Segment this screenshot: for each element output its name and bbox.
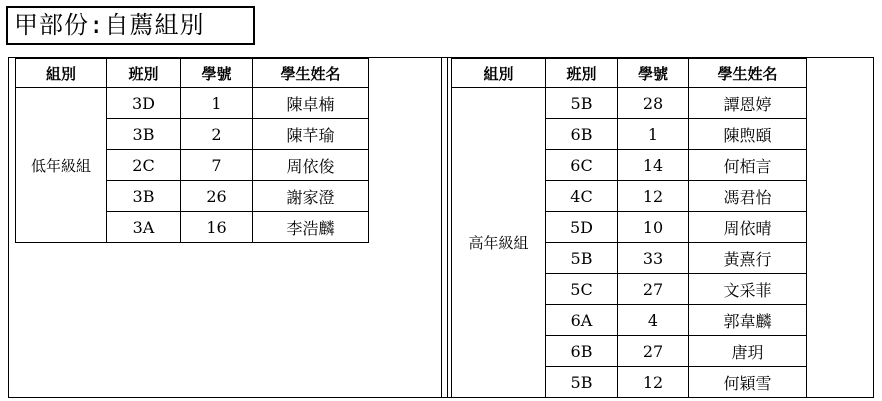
header-name: 學生姓名 <box>689 59 807 88</box>
number-cell: 2 <box>181 119 253 150</box>
class-cell: 6C <box>546 150 618 181</box>
number-cell: 10 <box>618 212 689 243</box>
class-cell: 2C <box>107 150 181 181</box>
name-cell: 陳卓楠 <box>253 88 369 119</box>
name-cell: 唐玥 <box>689 336 807 367</box>
number-cell: 27 <box>618 336 689 367</box>
table-row <box>16 88 369 119</box>
name-cell: 文采菲 <box>689 274 807 305</box>
junior-group-table <box>15 58 369 243</box>
group-cell: 高年級組 <box>452 88 546 398</box>
senior-group-table <box>451 58 807 398</box>
class-cell: 5B <box>546 88 618 119</box>
header-name: 學生姓名 <box>253 59 369 88</box>
number-cell: 12 <box>618 367 689 398</box>
number-cell: 27 <box>618 274 689 305</box>
number-cell: 14 <box>618 150 689 181</box>
class-cell: 5B <box>546 243 618 274</box>
class-cell: 6A <box>546 305 618 336</box>
number-cell: 4 <box>618 305 689 336</box>
number-cell: 26 <box>181 181 253 212</box>
number-cell: 12 <box>618 181 689 212</box>
number-cell: 28 <box>618 88 689 119</box>
header-number: 學號 <box>181 59 253 88</box>
name-cell: 陳芊瑜 <box>253 119 369 150</box>
name-cell: 周依俊 <box>253 150 369 181</box>
header-group: 組別 <box>16 59 107 88</box>
page-title: 甲部份:自薦組別 <box>6 6 255 45</box>
header-number: 學號 <box>618 59 689 88</box>
number-cell: 33 <box>618 243 689 274</box>
frame-divider <box>447 57 448 398</box>
group-cell: 低年級組 <box>16 88 107 243</box>
name-cell: 李浩麟 <box>253 212 369 243</box>
header-class: 班別 <box>107 59 181 88</box>
header-class: 班別 <box>546 59 618 88</box>
name-cell: 謝家澄 <box>253 181 369 212</box>
name-cell: 譚恩婷 <box>689 88 807 119</box>
name-cell: 郭韋麟 <box>689 305 807 336</box>
name-cell: 何穎雪 <box>689 367 807 398</box>
class-cell: 5B <box>546 367 618 398</box>
number-cell: 7 <box>181 150 253 181</box>
class-cell: 4C <box>546 181 618 212</box>
name-cell: 何栢言 <box>689 150 807 181</box>
class-cell: 5D <box>546 212 618 243</box>
name-cell: 黃熹行 <box>689 243 807 274</box>
frame-divider <box>441 57 442 398</box>
class-cell: 6B <box>546 119 618 150</box>
class-cell: 5C <box>546 274 618 305</box>
class-cell: 3D <box>107 88 181 119</box>
name-cell: 陳煦頤 <box>689 119 807 150</box>
number-cell: 16 <box>181 212 253 243</box>
class-cell: 3A <box>107 212 181 243</box>
header-group: 組別 <box>452 59 546 88</box>
table-row <box>452 88 807 119</box>
number-cell: 1 <box>618 119 689 150</box>
name-cell: 馮君怡 <box>689 181 807 212</box>
number-cell: 1 <box>181 88 253 119</box>
class-cell: 3B <box>107 181 181 212</box>
class-cell: 3B <box>107 119 181 150</box>
name-cell: 周依晴 <box>689 212 807 243</box>
class-cell: 6B <box>546 336 618 367</box>
